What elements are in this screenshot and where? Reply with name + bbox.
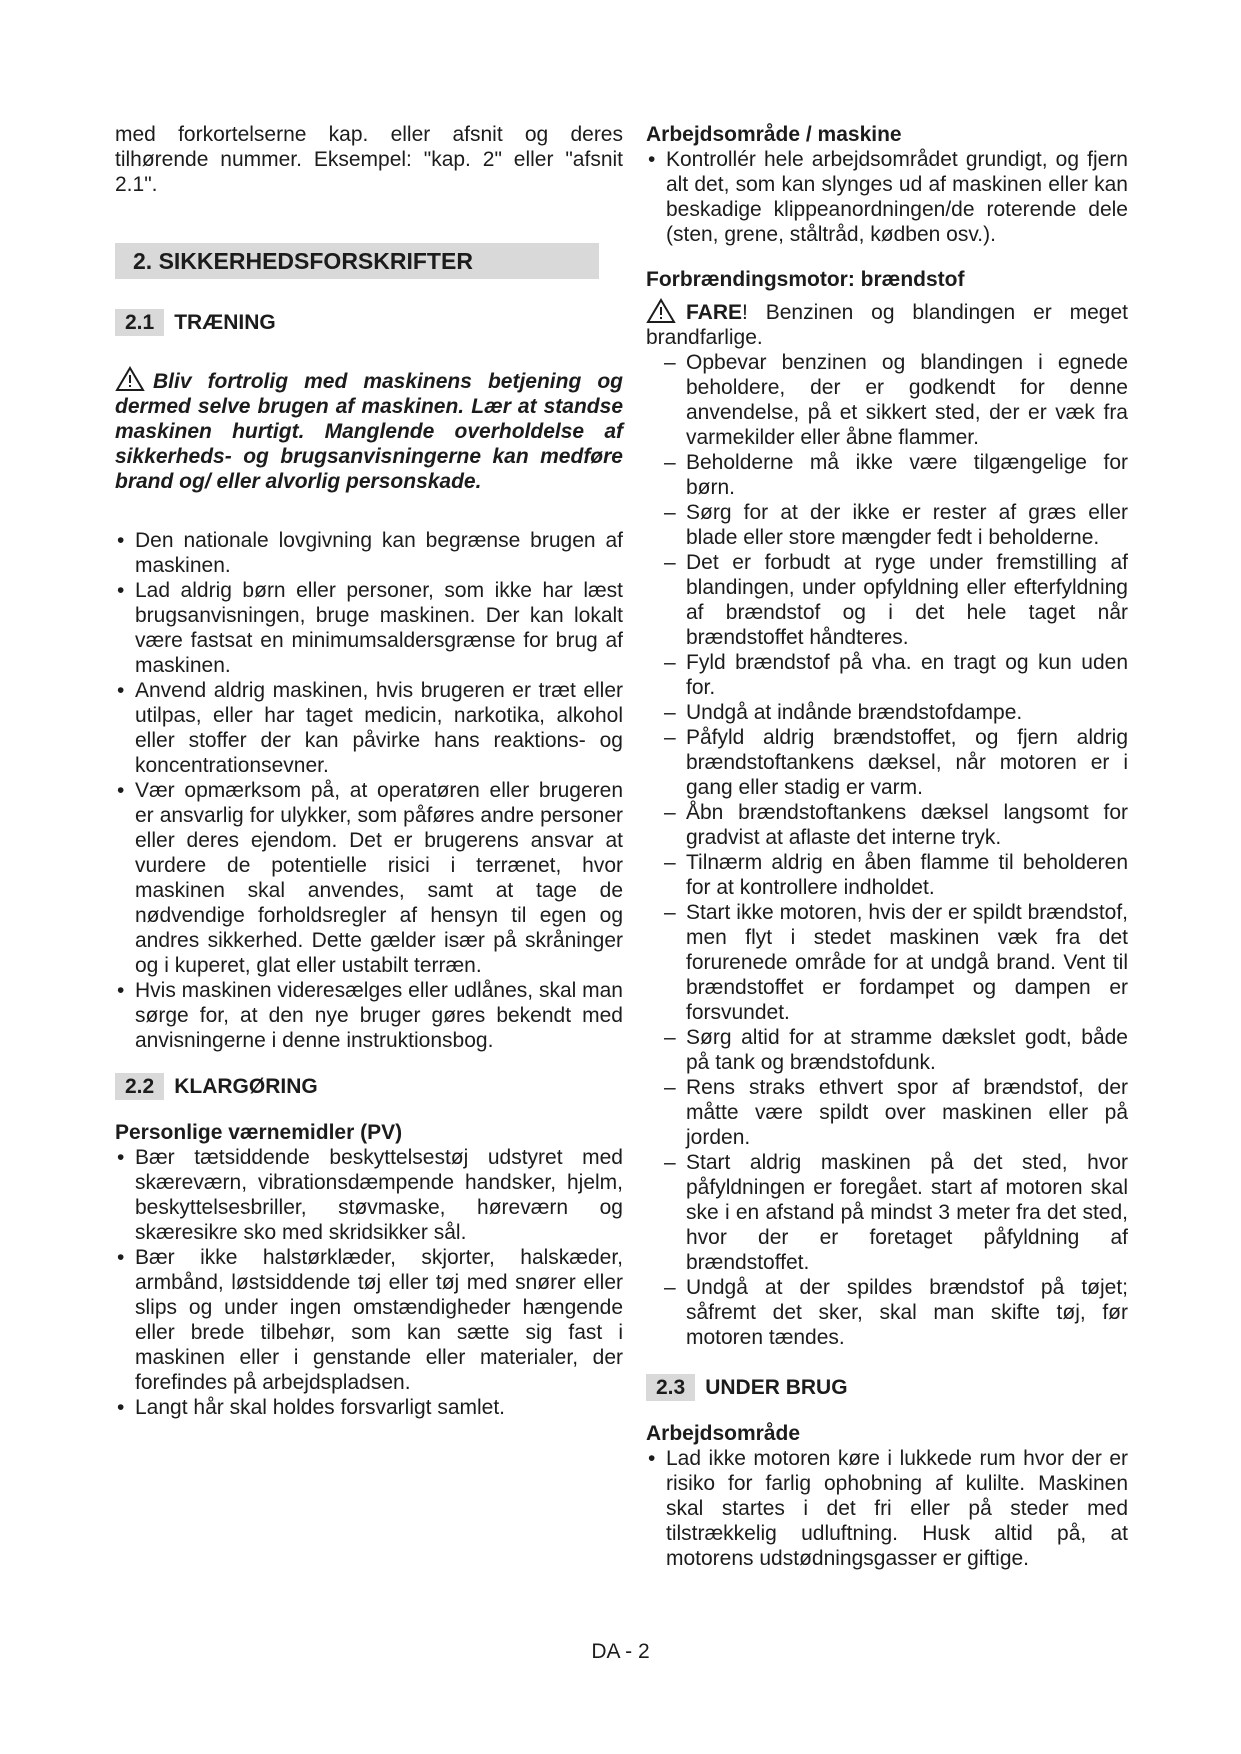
list-item: – Det er forbudt at ryge under fremstilling af blandingen, under opfyldning eller efterfyldning af brændstof og i det hele taget når brændstoffet håndteres. bbox=[646, 550, 1128, 650]
training-bullet-list bbox=[115, 528, 623, 1053]
list-item: • Bær tætsiddende beskyttelsestøj udstyret med skæreværn, vibrationsdæmpende handsker, hjelm, beskyttelsesbriller, støvmaske, høreværn og skæresikre sko med skridsikker sål. bbox=[115, 1145, 623, 1245]
list-item: – Undgå at der spildes brændstof på tøjet; såfremt det sker, skal man skifte tøj, før motoren tændes. bbox=[646, 1275, 1128, 1350]
list-item: • Anvend aldrig maskinen, hvis brugeren er træt eller utilpas, eller har taget medicin, narkotika, alkohol eller stoffer der kan påvirke hans reaktions- og koncentrationsevner. bbox=[115, 678, 623, 778]
section-title: KLARGØRING bbox=[174, 1075, 318, 1098]
list-item: • Langt hår skal holdes forsvarligt samlet. bbox=[115, 1395, 623, 1420]
list-item: – Opbevar benzinen og blandingen i egnede beholdere, der er godkendt for denne anvendelse, på et sikkert sted, der er væk fra varmekilder eller åbne flammer. bbox=[646, 350, 1128, 450]
left-column bbox=[115, 122, 623, 1420]
section-heading-2-2 bbox=[115, 1073, 623, 1100]
right-column bbox=[646, 122, 1128, 1571]
fare-warning bbox=[646, 298, 1128, 350]
list-item: – Beholderne må ikke være tilgængelige for børn. bbox=[646, 450, 1128, 500]
list-item: • Hvis maskinen videresælges eller udlånes, skal man sørge for, at den nye bruger gøres bekendt med anvisningerne i denne instruktionsbog. bbox=[115, 978, 623, 1053]
list-item: • Lad ikke motoren køre i lukkede rum hvor der er risiko for farlig ophobning af kulilte. Maskinen skal startes i det fri eller på steder med tilstrækkelig udluftning. Husk altid på, at motorens udstødningsgasser er giftige. bbox=[646, 1446, 1128, 1571]
section-heading-2-3 bbox=[646, 1374, 1128, 1401]
section-number: 2.3 bbox=[646, 1374, 695, 1401]
pv-bullet-list bbox=[115, 1145, 623, 1420]
section-heading-2-1 bbox=[115, 309, 623, 336]
list-item: – Tilnærm aldrig en åben flamme til beholderen for at kontrollere indholdet. bbox=[646, 850, 1128, 900]
training-warning bbox=[115, 366, 623, 494]
section-number: 2.2 bbox=[115, 1073, 164, 1100]
list-item: • Bær ikke halstørklæder, skjorter, halskæder, armbånd, løstsiddende tøj eller tøj med snører eller slips og under ingen omstændigheder hængende eller brede tilbehør, som kan sætte sig fast i maskinen eller i genstande eller materialer, der forefindes på arbejdspladsen. bbox=[115, 1245, 623, 1395]
list-item: – Undgå at indånde brændstofdampe. bbox=[646, 700, 1128, 725]
section-title: TRÆNING bbox=[174, 311, 276, 334]
list-item: • Lad aldrig børn eller personer, som ikke har læst brugsanvisningen, bruge maskinen. Der kan lokalt være fastsat en minimumsaldersgrænse for brug af maskinen. bbox=[115, 578, 623, 678]
section-number: 2.1 bbox=[115, 309, 164, 336]
fare-text: ! Benzinen og blandingen er meget brandfarlige. bbox=[646, 301, 1128, 349]
area-bullet-list bbox=[646, 147, 1128, 247]
list-item: – Åbn brændstoftankens dæksel langsomt for gradvist at aflaste det interne tryk. bbox=[646, 800, 1128, 850]
list-item: – Sørg for at der ikke er rester af græs eller blade eller store mængder fedt i beholderne. bbox=[646, 500, 1128, 550]
list-item: – Fyld brændstof på vha. en tragt og kun uden for. bbox=[646, 650, 1128, 700]
list-item: – Sørg altid for at stramme dækslet godt, både på tank og brændstofdunk. bbox=[646, 1025, 1128, 1075]
fuel-heading: Forbrændingsmotor: brændstof bbox=[646, 268, 965, 291]
intro-paragraph: med forkortelserne kap. eller afsnit og deres tilhørende nummer. Eksempel: "kap. 2" eller "afsnit 2.1". bbox=[115, 123, 623, 196]
section-heading-2: 2. SIKKERHEDSFORSKRIFTER bbox=[115, 243, 599, 279]
list-item: – Start ikke motoren, hvis der er spildt brændstof, men flyt i stedet maskinen væk fra det forurenede område for at undgå brand. Vent til brændstoffet er fordampet og dampen er forsvundet. bbox=[646, 900, 1128, 1025]
section-title: UNDER BRUG bbox=[705, 1376, 848, 1399]
list-item: – Start aldrig maskinen på det sted, hvor påfyldningen er foregået. start af motoren skal ske i en afstand på mindst 3 meter fra det sted, hvor der er foretaget påfyldning af brændstoffet. bbox=[646, 1150, 1128, 1275]
list-item: • Den nationale lovgivning kan begrænse brugen af maskinen. bbox=[115, 528, 623, 578]
list-item: – Rens straks ethvert spor af brændstof, der måtte være spildt over maskinen eller på jorden. bbox=[646, 1075, 1128, 1150]
area-machine-heading: Arbejdsområde / maskine bbox=[646, 123, 902, 146]
workarea-heading: Arbejdsområde bbox=[646, 1422, 801, 1445]
pv-heading: Personlige værnemidler (PV) bbox=[115, 1121, 403, 1144]
fuel-dash-list bbox=[646, 350, 1128, 1350]
fare-label: FARE bbox=[686, 301, 743, 324]
warning-triangle-icon bbox=[646, 298, 676, 324]
list-item: – Påfyld aldrig brændstoffet, og fjern aldrig brændstoftankens dæksel, når motoren er i gang eller stadig er varm. bbox=[646, 725, 1128, 800]
warning-text: Bliv fortrolig med maskinens betjening og dermed selve brugen af maskinen. Lær at standse maskinen hurtigt. Manglende overholdelse af sikkerheds- og brugsanvisningerne kan medføre brand og/ eller alvorlig personskade. bbox=[115, 370, 623, 493]
list-item: • Vær opmærksom på, at operatøren eller brugeren er ansvarlig for ulykker, som påføres andre personer eller deres ejendom. Det er brugerens ansvar at vurdere de potentielle risici i terrænet, hvor maskinen skal anvendes, samt at tage de nødvendige forholdsregler af hensyn til egen og andres sikkerhed. Dette gælder især på skråninger og i kuperet, glat eller ustabilt terræn. bbox=[115, 778, 623, 978]
warning-triangle-icon bbox=[115, 366, 145, 392]
page-number: DA - 2 bbox=[591, 1640, 650, 1663]
workarea-bullet-list bbox=[646, 1446, 1128, 1571]
list-item: • Kontrollér hele arbejdsområdet grundigt, og fjern alt det, som kan slynges ud af maskinen eller kan beskadige klippeanordningen/de roterende dele (sten, grene, ståltråd, kødben osv.). bbox=[646, 147, 1128, 247]
